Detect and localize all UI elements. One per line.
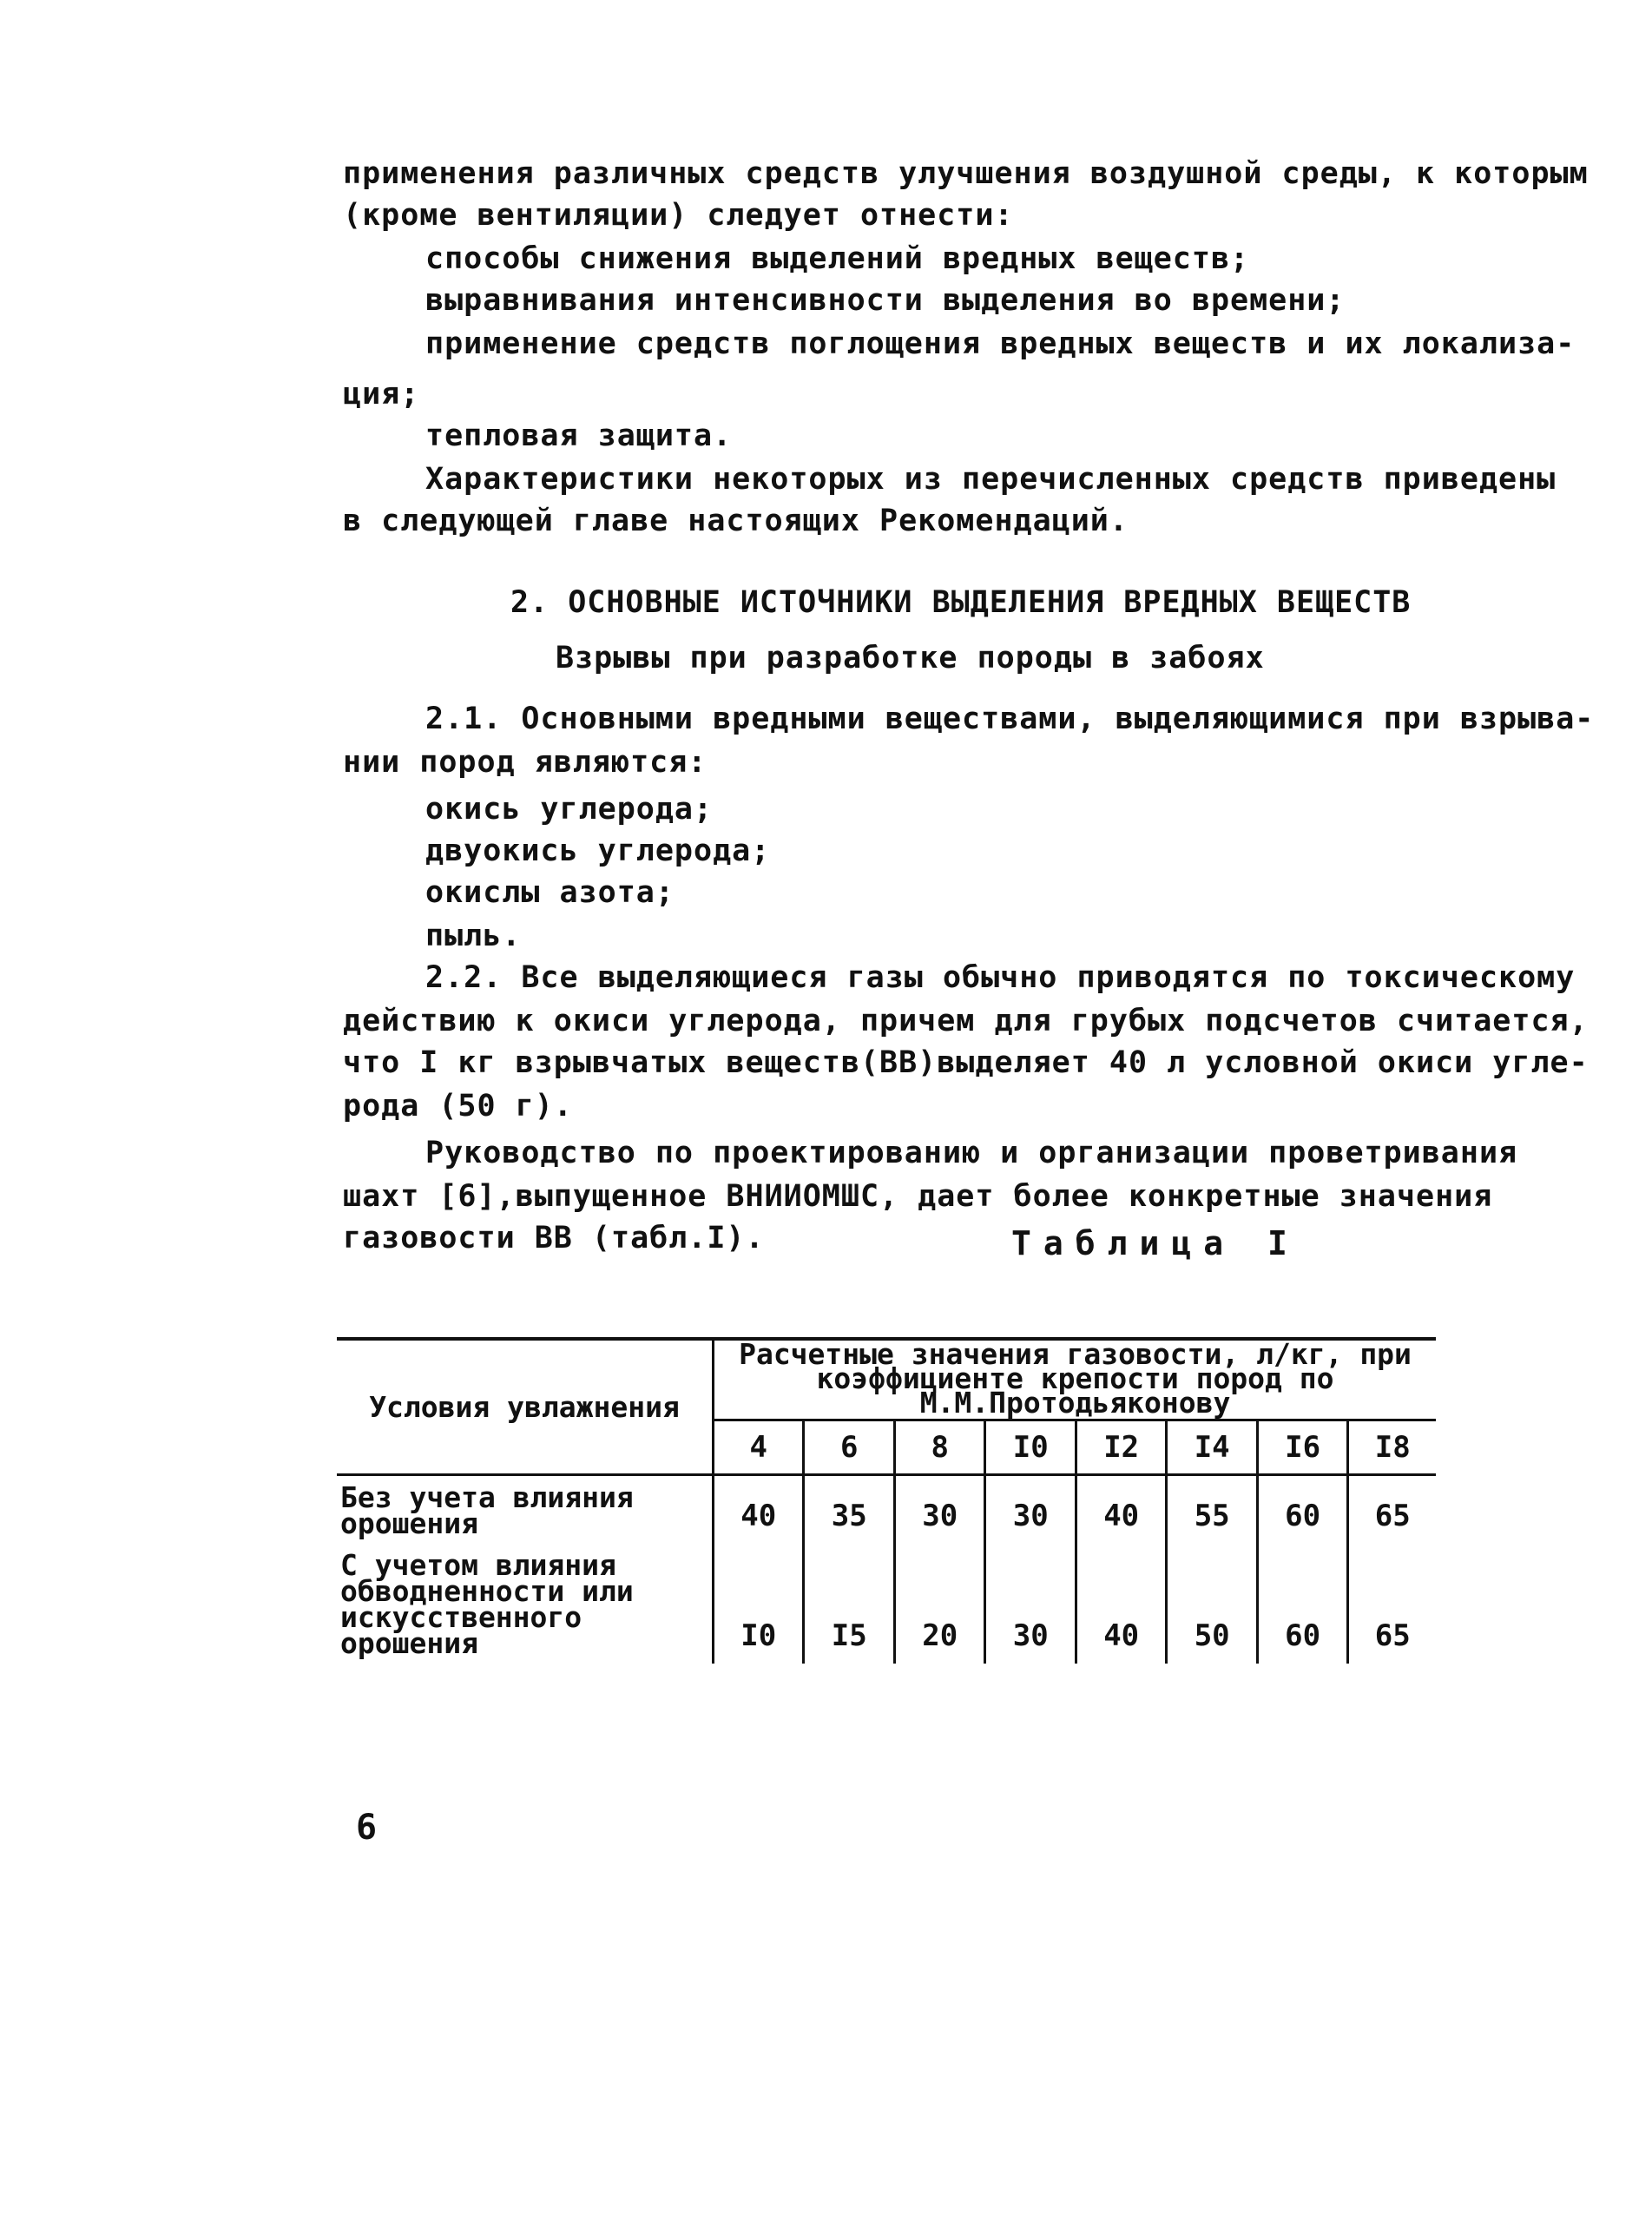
body-list-item: пыль. <box>425 919 522 953</box>
intro-list-item: тепловая защита. <box>425 418 733 453</box>
table-group-header: Расчетные значения газовости, л/кг, при коэффициенте крепости пород по М.М.Протодьяконову <box>714 1339 1437 1420</box>
body-list-item: окислы азота; <box>425 875 675 910</box>
table-column-header: I2 <box>1076 1420 1166 1475</box>
body-list-item: окись углерода; <box>425 792 714 827</box>
table-column-header: I0 <box>985 1420 1076 1475</box>
table-cell: I5 <box>804 1544 894 1664</box>
table-cell: 20 <box>894 1544 984 1664</box>
table-cell: 40 <box>1076 1544 1166 1664</box>
table-cell: 65 <box>1374 1618 1411 1653</box>
table-column-header: I8 <box>1374 1430 1411 1465</box>
table-caption: Таблица I <box>1011 1224 1300 1262</box>
page-number: 6 <box>356 1808 378 1848</box>
subsection-title: Взрывы при разработке породы в забоях <box>556 641 1265 675</box>
table-cell: 50 <box>1167 1544 1257 1664</box>
body-line: Руководство по проектированию и организации проветривания <box>425 1136 1518 1170</box>
body-line: что I кг взрывчатых веществ(ВВ)выделяет 40 л условной окиси угле- <box>343 1045 1589 1080</box>
intro-line: Характеристики некоторых из перечисленных средств приведены <box>425 462 1557 497</box>
table-cell: 30 <box>985 1544 1076 1664</box>
intro-list-item: применение средств поглощения вредных веществ и их локализа- <box>425 326 1576 361</box>
body-line: газовости ВВ (табл.I). <box>343 1221 765 1255</box>
table-cell: 40 <box>714 1475 804 1545</box>
table-row-label: С учетом влияния обводненности или искусственного орошения <box>337 1544 714 1664</box>
body-line: 2.2. Все выделяющиеся газы обычно приводятся по токсическому <box>425 960 1576 995</box>
intro-line: применения различных средств улучшения воздушной среды, к которым <box>343 156 1589 191</box>
table-column-header: I4 <box>1167 1420 1257 1475</box>
intro-line: в следующей главе настоящих Рекомендаций. <box>343 504 1129 538</box>
table-cell: 55 <box>1167 1475 1257 1545</box>
table-cell: 60 <box>1257 1475 1347 1545</box>
table-row-label: Без учета влияния орошения <box>337 1475 714 1545</box>
table-row <box>337 1475 1436 1545</box>
body-line: рода (50 г). <box>343 1089 573 1124</box>
table-cell: 60 <box>1257 1544 1347 1664</box>
table-column-header: 4 <box>714 1420 804 1475</box>
body-line: 2.1. Основными вредными веществами, выделяющимися при взрыва- <box>425 702 1595 736</box>
body-line: нии пород являются: <box>343 745 708 780</box>
intro-list-item: способы снижения выделений вредных веществ; <box>425 241 1250 276</box>
table-cell: 30 <box>985 1475 1076 1545</box>
table-cell: 30 <box>894 1475 984 1545</box>
intro-list-item: выравнивания интенсивности выделения во времени; <box>425 283 1346 318</box>
table-cell: 65 <box>1374 1499 1411 1533</box>
intro-line: (кроме вентиляции) следует отнести: <box>343 198 1014 233</box>
body-list-item: двуокись углерода; <box>425 834 771 868</box>
table-row-header: Условия увлажнения <box>337 1339 714 1475</box>
intro-line: ция; <box>343 377 420 412</box>
table-cell: I0 <box>714 1544 804 1664</box>
table-cell: 40 <box>1076 1475 1166 1545</box>
table-column-header: 8 <box>894 1420 984 1475</box>
table-row <box>337 1544 1436 1664</box>
section-title: 2. ОСНОВНЫЕ ИСТОЧНИКИ ВЫДЕЛЕНИЯ ВРЕДНЫХ ВЕЩЕСТВ <box>510 585 1412 620</box>
gas-table <box>337 1337 1436 1664</box>
table-column-header: I6 <box>1257 1420 1347 1475</box>
table-column-header: 6 <box>804 1420 894 1475</box>
table-cell: 35 <box>804 1475 894 1545</box>
body-line: шахт [6],выпущенное ВНИИОМШС, дает более конкретные значения <box>343 1179 1493 1214</box>
body-line: действию к окиси углерода, причем для грубых подсчетов считается, <box>343 1004 1589 1038</box>
